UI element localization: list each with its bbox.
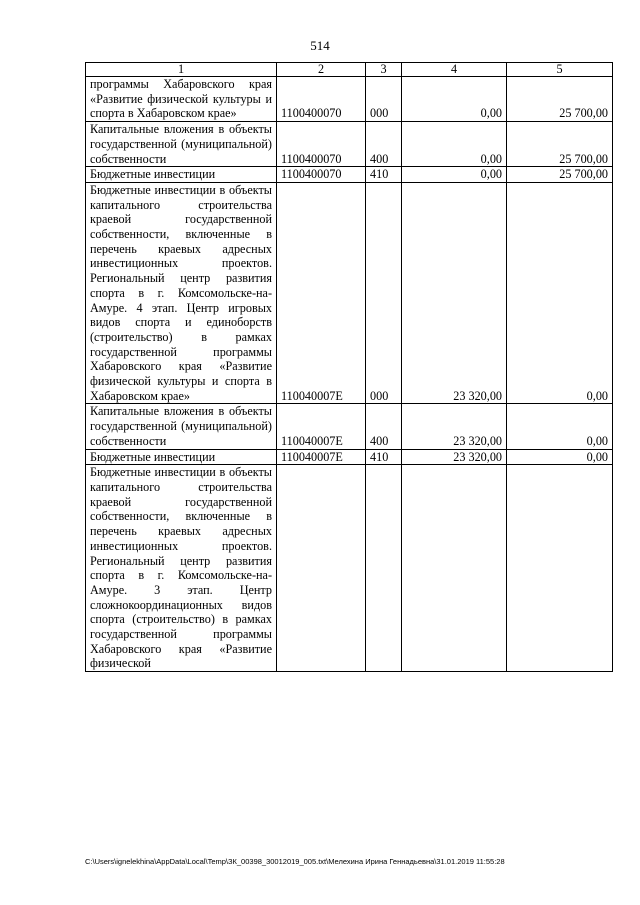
sum-year-1: 23 320,00 bbox=[402, 182, 507, 404]
sum-year-1: 0,00 bbox=[402, 77, 507, 122]
table-row bbox=[86, 167, 613, 183]
sum-year-2: 25 700,00 bbox=[507, 77, 613, 122]
expense-type-code: 400 bbox=[366, 404, 402, 449]
target-article-code: 1100400070 bbox=[277, 77, 366, 122]
sum-year-2: 0,00 bbox=[507, 404, 613, 449]
sum-year-1: 23 320,00 bbox=[402, 449, 507, 465]
sum-year-1: 23 320,00 bbox=[402, 404, 507, 449]
expense-type-code bbox=[366, 465, 402, 672]
table-row bbox=[86, 449, 613, 465]
table-row bbox=[86, 122, 613, 167]
expense-type-code: 000 bbox=[366, 182, 402, 404]
item-name: Бюджетные инвестиции bbox=[86, 449, 277, 465]
table-row bbox=[86, 182, 613, 404]
item-name: Бюджетные инвестиции в объекты капитального строительства краевой государственной собственности, включенные в перечень краевых адресных инвестиционных проектов. Региональный центр развития спорта в г. Комсомольске-на-Амуре. 4 этап. Центр игровых видов спорта и единоборств (строительство) в рамках государственной программы Хабаровского края «Развитие физической культуры и спорта в Хабаровском крае» bbox=[86, 182, 277, 404]
table-header-row bbox=[86, 63, 613, 77]
sum-year-1 bbox=[402, 465, 507, 672]
sum-year-2 bbox=[507, 465, 613, 672]
target-article-code: 110040007Е bbox=[277, 182, 366, 404]
sum-year-2: 0,00 bbox=[507, 449, 613, 465]
expense-type-code: 400 bbox=[366, 122, 402, 167]
sum-year-1: 0,00 bbox=[402, 167, 507, 183]
target-article-code: 1100400070 bbox=[277, 167, 366, 183]
column-header-1: 1 bbox=[86, 63, 277, 77]
column-header-5: 5 bbox=[507, 63, 613, 77]
expense-type-code: 000 bbox=[366, 77, 402, 122]
sum-year-1: 0,00 bbox=[402, 122, 507, 167]
item-name: Бюджетные инвестиции в объекты капитального строительства краевой государственной собственности, включенные в перечень краевых адресных инвестиционных проектов. Региональный центр развития спорта в г. Комсомольске-на-Амуре. 3 этап. Центр сложнокоординационных видов спорта (строительство) в рамках государственной программы Хабаровского края «Развитие физической bbox=[86, 465, 277, 672]
item-name: Бюджетные инвестиции bbox=[86, 167, 277, 183]
target-article-code: 110040007Е bbox=[277, 449, 366, 465]
sum-year-2: 25 700,00 bbox=[507, 122, 613, 167]
item-name: программы Хабаровского края «Развитие физической культуры и спорта в Хабаровском крае» bbox=[86, 77, 277, 122]
sum-year-2: 25 700,00 bbox=[507, 167, 613, 183]
expense-type-code: 410 bbox=[366, 449, 402, 465]
column-header-2: 2 bbox=[277, 63, 366, 77]
budget-table bbox=[85, 62, 613, 672]
page-number: 514 bbox=[310, 38, 330, 53]
column-header-4: 4 bbox=[402, 63, 507, 77]
table-row bbox=[86, 465, 613, 672]
target-article-code bbox=[277, 465, 366, 672]
file-path-footer: C:\Users\ignelekhina\AppData\Local\Temp\ЗК_00398_30012019_005.txt\Мелехина Ирина Геннадьевна\31.01.2019 11:55:28 bbox=[85, 857, 505, 866]
sum-year-2: 0,00 bbox=[507, 182, 613, 404]
item-name: Капитальные вложения в объекты государственной (муниципальной) собственности bbox=[86, 404, 277, 449]
expense-type-code: 410 bbox=[366, 167, 402, 183]
target-article-code: 1100400070 bbox=[277, 122, 366, 167]
item-name: Капитальные вложения в объекты государственной (муниципальной) собственности bbox=[86, 122, 277, 167]
target-article-code: 110040007Е bbox=[277, 404, 366, 449]
table-row bbox=[86, 77, 613, 122]
column-header-3: 3 bbox=[366, 63, 402, 77]
table-row bbox=[86, 404, 613, 449]
